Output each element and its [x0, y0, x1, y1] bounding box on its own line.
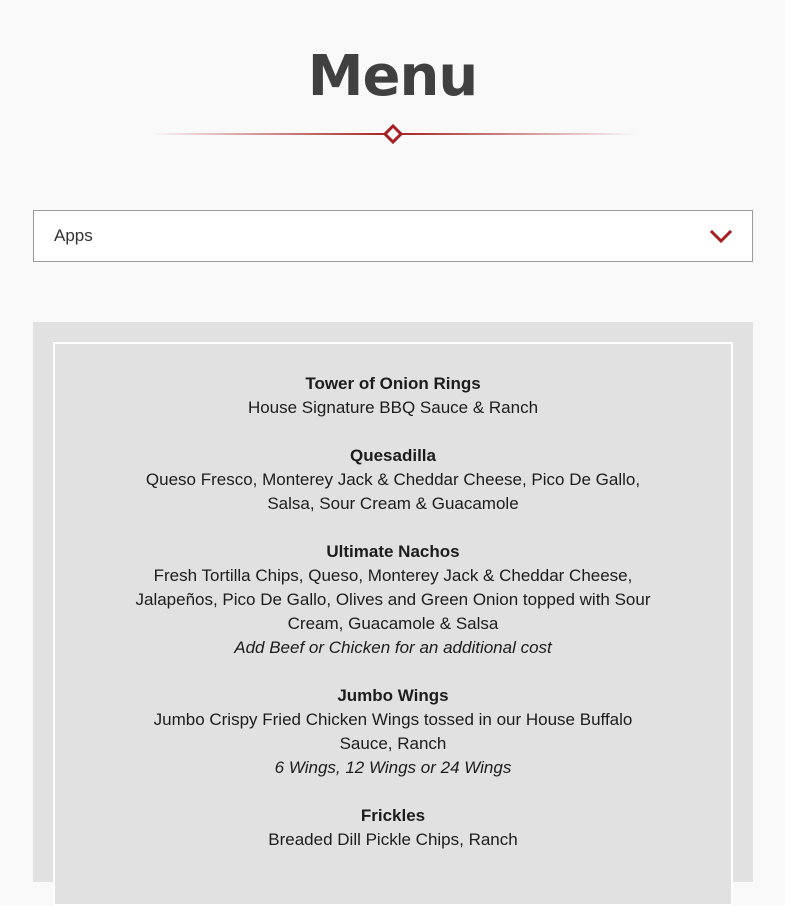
- menu-item-note: 6 Wings, 12 Wings or 24 Wings: [274, 758, 512, 777]
- menu-item-name: Quesadilla: [350, 446, 436, 465]
- diamond-icon: [385, 126, 401, 142]
- menu-item-name: Jumbo Wings: [337, 686, 449, 705]
- menu-item: [55, 372, 731, 420]
- menu-item: [55, 804, 731, 852]
- menu-item-description: Queso Fresco, Monterey Jack & Cheddar Cheese, Pico De Gallo, Salsa, Sour Cream & Guacamole: [145, 470, 641, 513]
- menu-item-description: House Signature BBQ Sauce & Ranch: [247, 398, 539, 417]
- menu-card: [53, 342, 733, 906]
- category-dropdown[interactable]: [33, 210, 753, 262]
- chevron-down-icon: [710, 228, 732, 244]
- page-title: Menu: [307, 44, 478, 109]
- menu-item: [55, 540, 731, 660]
- menu-item: [55, 684, 731, 780]
- menu-item-name: Ultimate Nachos: [326, 542, 460, 561]
- menu-item-note: Add Beef or Chicken for an additional cost: [234, 638, 552, 657]
- menu-item-name: Frickles: [360, 806, 426, 825]
- menu-item: [55, 444, 731, 516]
- title-divider: [150, 124, 636, 144]
- menu-panel: [33, 322, 753, 882]
- menu-item-name: Tower of Onion Rings: [305, 374, 481, 393]
- menu-item-description: Jumbo Crispy Fried Chicken Wings tossed in our House Buffalo Sauce, Ranch: [153, 710, 633, 753]
- category-dropdown-value: Apps: [54, 226, 93, 245]
- menu-item-list: [55, 372, 731, 876]
- menu-item-description: Breaded Dill Pickle Chips, Ranch: [268, 830, 518, 849]
- menu-item-description: Fresh Tortilla Chips, Queso, Monterey Jack & Cheddar Cheese, Jalapeños, Pico De Gallo, Olives and Green Onion topped with Sour Cream, Guacamole & Salsa: [135, 566, 651, 633]
